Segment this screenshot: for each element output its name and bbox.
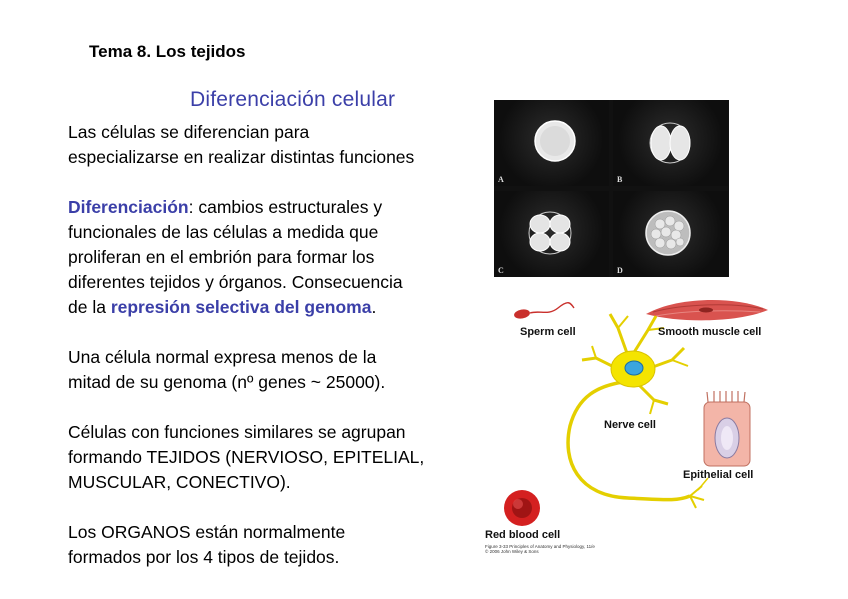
text-line: formando TEJIDOS (NERVIOSO, EPITELIAL,: [68, 447, 425, 467]
paragraph-genome-expression: [68, 345, 488, 395]
figure-credit-line: © 2006 John Wiley & Sons: [485, 549, 539, 554]
label-epithelial-cell: Epithelial cell: [683, 469, 754, 481]
morula-embryo-image: [613, 191, 728, 277]
panel-letter: D: [617, 266, 623, 275]
figure-credit: [485, 544, 595, 554]
text-line: mitad de su genoma (nº genes ~ 25000).: [68, 372, 386, 392]
panel-letter: B: [617, 175, 623, 184]
paragraph-differentiation-intro: [68, 120, 488, 170]
term-represion-selectiva: represión selectiva del genoma: [110, 297, 372, 317]
term-diferenciacion: Diferenciación: [68, 197, 189, 217]
label-nerve-cell: Nerve cell: [604, 419, 656, 431]
paragraph-organs: [68, 520, 488, 570]
embryo-panel-b: [613, 100, 728, 186]
embryo-cleavage-figure: [494, 100, 729, 277]
sperm-cell-drawing: [513, 303, 574, 320]
text-line: Células con funciones similares se agrupan: [68, 422, 406, 442]
embryo-panel-d: [613, 191, 728, 277]
embryo-panel-c: [494, 191, 609, 277]
text-line: Las células se diferencian para: [68, 122, 310, 142]
slide-body: [68, 120, 488, 595]
text-fragment: de la: [68, 297, 111, 317]
paragraph-tissues: [68, 420, 488, 495]
two-cell-embryo-image: [613, 100, 728, 186]
cell-types-figure: [478, 296, 788, 558]
text-line: proliferan en el embrión para formar los: [68, 247, 375, 267]
smooth-muscle-cell-drawing: [646, 300, 768, 320]
text-line: Los ORGANOS están normalmente: [68, 522, 346, 542]
text-line: [68, 195, 488, 220]
slide-title: Diferenciación celular: [190, 88, 396, 111]
label-smooth-muscle-cell: Smooth muscle cell: [658, 326, 762, 338]
four-cell-embryo-image: [494, 191, 609, 277]
epithelial-cell-drawing: [704, 391, 750, 466]
slide-header: Tema 8. Los tejidos: [89, 42, 246, 61]
nerve-cell-nucleus: [625, 361, 643, 375]
red-blood-cell-drawing: [504, 490, 540, 526]
panel-letter: C: [498, 266, 504, 275]
text-fragment: .: [371, 297, 377, 317]
label-sperm-cell: Sperm cell: [520, 326, 576, 338]
text-line: especializarse en realizar distintas funciones: [68, 147, 415, 167]
panel-letter: A: [498, 175, 504, 184]
text-line: MUSCULAR, CONECTIVO).: [68, 472, 291, 492]
text-fragment: : cambios estructurales y: [188, 197, 383, 217]
text-line: funcionales de las células a medida que: [68, 222, 379, 242]
text-line: formados por los 4 tipos de tejidos.: [68, 547, 340, 567]
one-cell-embryo-image: [494, 100, 609, 186]
text-line: Una célula normal expresa menos de la: [68, 347, 377, 367]
label-red-blood-cell: Red blood cell: [485, 529, 561, 541]
paragraph-differentiation-definition: [68, 195, 488, 320]
text-line: [68, 295, 488, 320]
text-line: diferentes tejidos y órganos. Consecuencia: [68, 272, 403, 292]
embryo-panel-a: [494, 100, 609, 186]
figure-credit-line: Figure 3-33 Principles of Anatomy and Physiology, 11/e: [485, 544, 595, 549]
